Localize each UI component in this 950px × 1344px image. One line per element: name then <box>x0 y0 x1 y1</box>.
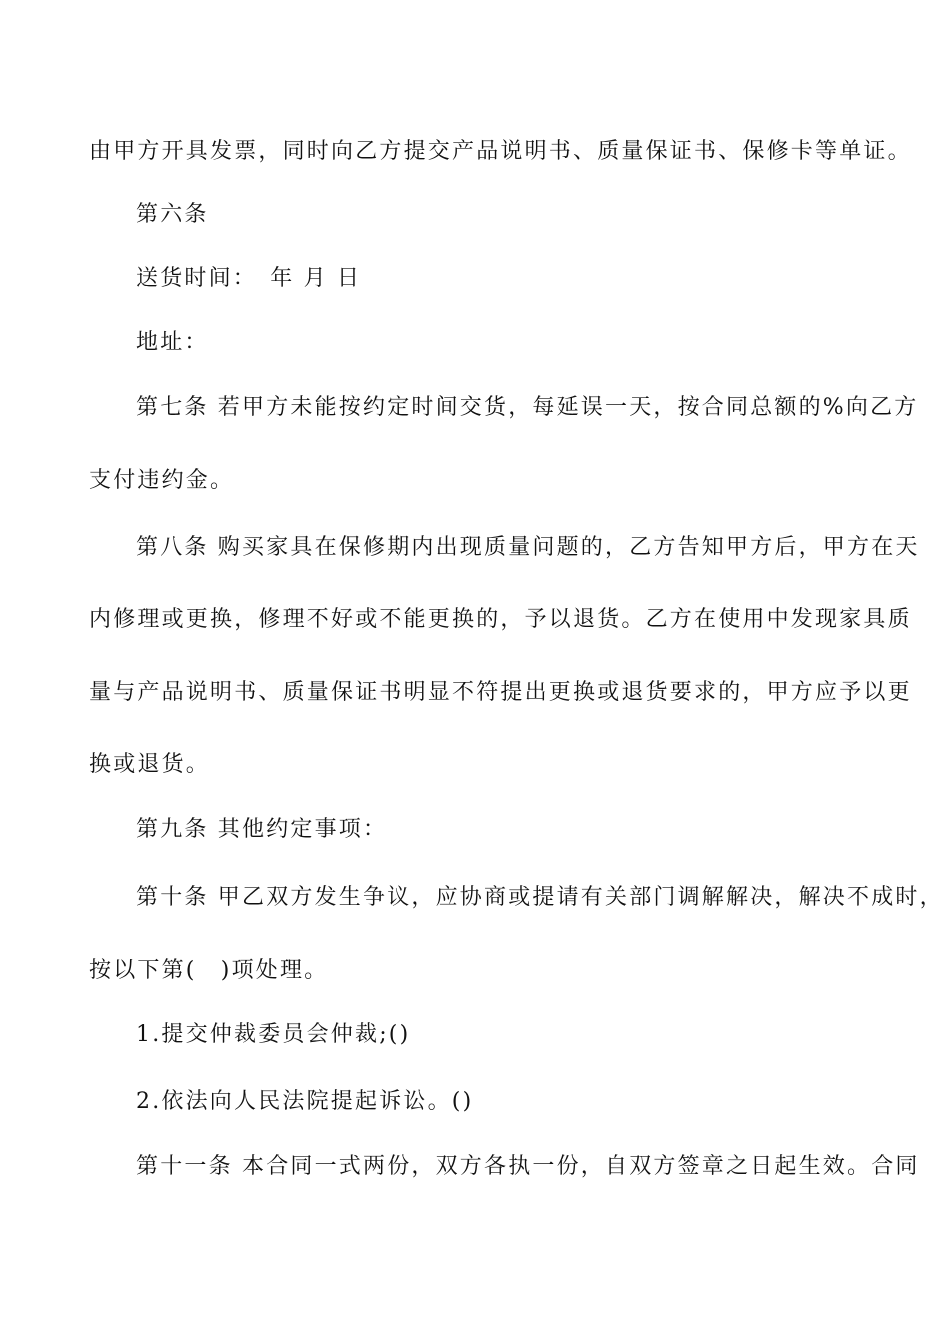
option-arbitration-line: 1.提交仲裁委员会仲裁;() <box>136 1022 411 1047</box>
address-line: 地址： <box>136 330 209 355</box>
delivery-time-line: 送货时间： 年 月 日 <box>136 266 362 291</box>
article-nine-line: 第九条 其他约定事项： <box>136 817 388 842</box>
article-eleven-line-1: 第十一条 本合同一式两份，双方各执一份，自双方签章之日起生效。合同 <box>136 1154 920 1179</box>
article-eight-line-4: 换或退货。 <box>89 752 211 777</box>
article-eight-line-3: 量与产品说明书、质量保证书明显不符提出更换或退货要求的，甲方应予以更 <box>89 680 912 705</box>
article-seven-line-1: 第七条 若甲方未能按约定时间交货，每延误一天，按合同总额的%向乙方 <box>136 395 919 420</box>
article-six-heading: 第六条 <box>136 202 209 227</box>
article-seven-line-2: 支付违约金。 <box>89 468 235 493</box>
paragraph-line-1: 由甲方开具发票，同时向乙方提交产品说明书、质量保证书、保修卡等单证。 <box>89 139 912 164</box>
article-ten-line-1: 第十条 甲乙双方发生争议，应协商或提请有关部门调解解决，解决不成时， <box>136 885 944 910</box>
article-eight-line-2: 内修理或更换，修理不好或不能更换的，予以退货。乙方在使用中发现家具质 <box>89 607 912 632</box>
option-lawsuit-line: 2.依法向人民法院提起诉讼。() <box>136 1089 474 1114</box>
article-eight-line-1: 第八条 购买家具在保修期内出现质量问题的，乙方告知甲方后，甲方在天 <box>136 535 920 560</box>
article-ten-line-2: 按以下第( )项处理。 <box>89 958 329 983</box>
